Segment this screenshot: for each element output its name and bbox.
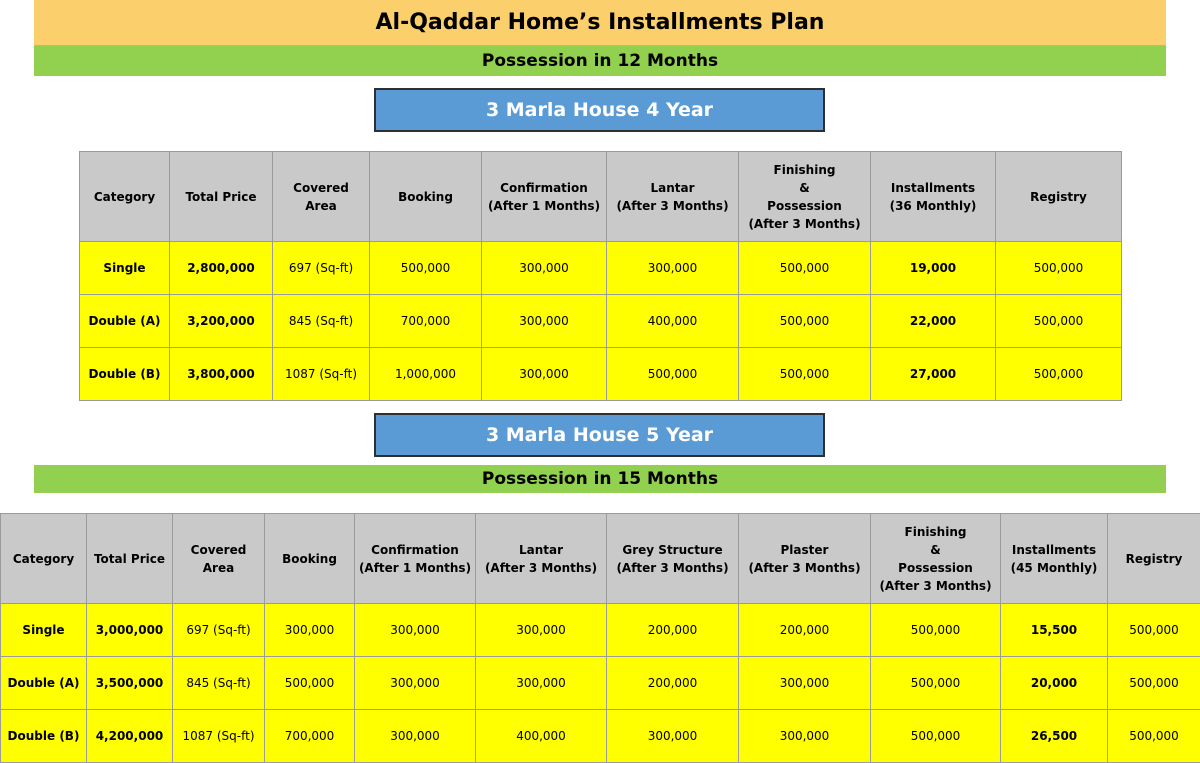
table-cell: 500,000 <box>996 295 1122 348</box>
column-header <box>1108 514 1200 604</box>
column-header-line: (After 3 Months) <box>879 578 992 593</box>
table-cell: 300,000 <box>265 604 355 657</box>
column-header <box>1001 514 1108 604</box>
table-cell: Single <box>80 242 170 295</box>
table-cell: 3,500,000 <box>87 657 173 710</box>
table-cell: 697 (Sq-ft) <box>273 242 370 295</box>
table-cell: 700,000 <box>265 710 355 763</box>
table-cell: 1087 (Sq-ft) <box>273 348 370 401</box>
table-cell: 697 (Sq-ft) <box>173 604 265 657</box>
table-cell: 700,000 <box>370 295 482 348</box>
table-cell: 300,000 <box>476 657 607 710</box>
table-cell: 500,000 <box>1108 604 1200 657</box>
table-cell: 500,000 <box>996 348 1122 401</box>
column-header-line: Total Price <box>93 551 166 566</box>
table-cell: 200,000 <box>739 604 871 657</box>
installment-table-4-year <box>79 151 1122 401</box>
table-cell: 845 (Sq-ft) <box>173 657 265 710</box>
table-cell: 200,000 <box>607 657 739 710</box>
column-header-line: (After 3 Months) <box>748 216 861 231</box>
table-cell: 15,500 <box>1001 604 1108 657</box>
column-header-line: Registry <box>1030 189 1087 204</box>
column-header-line: Category <box>93 189 156 204</box>
table-cell: 300,000 <box>739 657 871 710</box>
table-row <box>1 710 1200 763</box>
table-cell: 26,500 <box>1001 710 1108 763</box>
column-header-line: (After 3 Months) <box>616 198 729 213</box>
column-header <box>87 514 173 604</box>
column-header <box>476 514 607 604</box>
table-cell: 500,000 <box>871 710 1001 763</box>
column-header-line: (After 1 Months) <box>358 560 472 575</box>
column-header-line: Category <box>12 551 75 566</box>
table-row <box>80 242 1122 295</box>
table-header-row <box>80 152 1122 242</box>
column-header-line: Booking <box>398 189 453 204</box>
column-header <box>80 152 170 242</box>
table-row <box>80 295 1122 348</box>
installment-table-5-year <box>0 513 1200 763</box>
table-cell: 3,000,000 <box>87 604 173 657</box>
table-cell: 500,000 <box>996 242 1122 295</box>
table-cell: 500,000 <box>1108 710 1200 763</box>
table-cell: 3,200,000 <box>170 295 273 348</box>
column-header-line: Confirmation <box>371 542 459 557</box>
column-header-line: Lantar <box>518 542 564 557</box>
column-header-line: Finishing <box>773 162 836 177</box>
column-header-line: Total Price <box>185 189 257 204</box>
possession-banner-15-months: Possession in 15 Months <box>34 465 1166 493</box>
column-header-line: (45 Monthly) <box>1010 560 1098 575</box>
column-header <box>370 152 482 242</box>
column-header <box>871 152 996 242</box>
column-header-line: (After 3 Months) <box>616 560 729 575</box>
column-header <box>607 514 739 604</box>
plan-heading-5-year: 3 Marla House 5 Year <box>374 413 825 457</box>
table-cell: Single <box>1 604 87 657</box>
table-cell: 300,000 <box>482 242 607 295</box>
table-cell: 2,800,000 <box>170 242 273 295</box>
table-cell: Double (A) <box>1 657 87 710</box>
table-cell: 845 (Sq-ft) <box>273 295 370 348</box>
table-cell: 500,000 <box>871 657 1001 710</box>
table-cell: 300,000 <box>739 710 871 763</box>
column-header <box>170 152 273 242</box>
table-cell: 300,000 <box>482 348 607 401</box>
column-header <box>1 514 87 604</box>
column-header-line: Installments <box>890 180 976 195</box>
table-cell: 22,000 <box>871 295 996 348</box>
column-header-line: (36 Monthly) <box>889 198 977 213</box>
column-header-line: Registry <box>1125 551 1183 566</box>
table-row <box>80 348 1122 401</box>
column-header <box>173 514 265 604</box>
table-cell: 300,000 <box>482 295 607 348</box>
table-cell: 300,000 <box>607 242 739 295</box>
column-header <box>355 514 476 604</box>
page-title: Al-Qaddar Home’s Installments Plan <box>34 0 1166 46</box>
table-cell: 300,000 <box>355 710 476 763</box>
table-row <box>1 657 1200 710</box>
table-cell: 500,000 <box>607 348 739 401</box>
column-header-line: Lantar <box>650 180 695 195</box>
table-cell: 500,000 <box>739 242 871 295</box>
column-header-line: Area <box>202 560 235 575</box>
column-header-line: Grey Structure <box>622 542 723 557</box>
column-header-line: Covered <box>190 542 247 557</box>
column-header-line: Booking <box>282 551 337 566</box>
table-cell: 3,800,000 <box>170 348 273 401</box>
table-cell: Double (A) <box>80 295 170 348</box>
column-header <box>273 152 370 242</box>
table-cell: 400,000 <box>607 295 739 348</box>
table-cell: 300,000 <box>355 604 476 657</box>
table-cell: 4,200,000 <box>87 710 173 763</box>
table-cell: 300,000 <box>607 710 739 763</box>
table-cell: 500,000 <box>739 295 871 348</box>
column-header <box>996 152 1122 242</box>
table-cell: 200,000 <box>607 604 739 657</box>
table-cell: 300,000 <box>355 657 476 710</box>
column-header <box>871 514 1001 604</box>
table-cell: 19,000 <box>871 242 996 295</box>
column-header-line: Covered <box>293 180 349 195</box>
column-header-line: Possession <box>898 560 973 575</box>
column-header <box>482 152 607 242</box>
table-cell: 500,000 <box>265 657 355 710</box>
column-header-line: (After 3 Months) <box>484 560 598 575</box>
table-cell: 1087 (Sq-ft) <box>173 710 265 763</box>
column-header-line: (After 3 Months) <box>748 560 861 575</box>
column-header-line: Confirmation <box>500 180 588 195</box>
table-cell: 1,000,000 <box>370 348 482 401</box>
table-cell: 27,000 <box>871 348 996 401</box>
table-cell: 20,000 <box>1001 657 1108 710</box>
column-header-line: Finishing <box>904 524 967 539</box>
table-header-row <box>1 514 1200 604</box>
column-header <box>607 152 739 242</box>
table-row <box>1 604 1200 657</box>
table-cell: 500,000 <box>871 604 1001 657</box>
possession-banner-12-months: Possession in 12 Months <box>34 46 1166 76</box>
column-header-line: Plaster <box>780 542 829 557</box>
column-header <box>739 514 871 604</box>
table-cell: 500,000 <box>370 242 482 295</box>
column-header <box>739 152 871 242</box>
table-cell: Double (B) <box>1 710 87 763</box>
plan-heading-4-year: 3 Marla House 4 Year <box>374 88 825 132</box>
column-header-line: Installments <box>1011 542 1097 557</box>
table-cell: 400,000 <box>476 710 607 763</box>
column-header-line: Possession <box>767 198 842 213</box>
table-cell: 300,000 <box>476 604 607 657</box>
column-header-line: & <box>930 542 941 557</box>
table-cell: Double (B) <box>80 348 170 401</box>
column-header <box>265 514 355 604</box>
column-header-line: (After 1 Months) <box>487 198 601 213</box>
column-header-line: & <box>799 180 810 195</box>
column-header-line: Area <box>305 198 337 213</box>
table-cell: 500,000 <box>1108 657 1200 710</box>
table-cell: 500,000 <box>739 348 871 401</box>
